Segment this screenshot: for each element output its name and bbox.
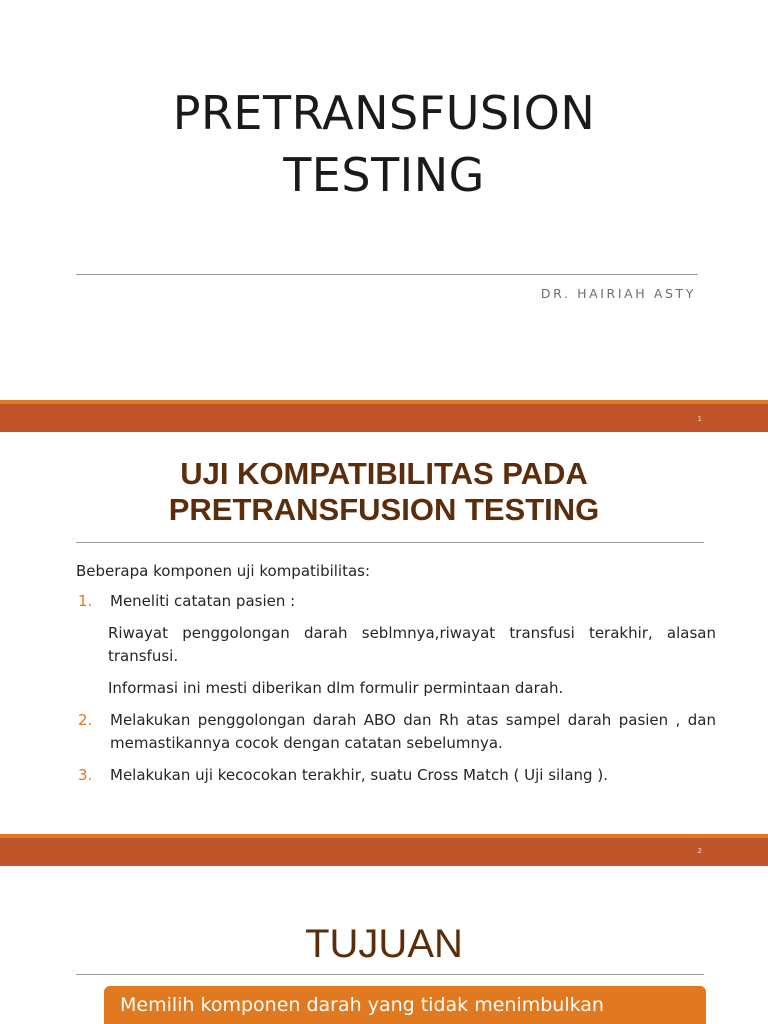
footer-bar-accent-line [0,400,768,404]
slide-2 [0,432,768,834]
slide-1-title-line-2: TESTING [283,148,485,202]
slide-3-divider [76,974,704,975]
slide-1-title-line-1: PRETRANSFUSION [172,86,596,140]
list-number-3: 3. [78,766,93,784]
list-item-1 [76,590,716,613]
slide-2-title-line-1: UJI KOMPATIBILITAS PADA [180,456,588,491]
author-name: DR. HAIRIAH ASTY [540,286,696,301]
objective-box [104,986,706,1024]
list-item-3-text: Melakukan uji kecocokan terakhir, suatu Cross Match ( Uji silang ). [110,766,608,784]
list-number-2: 2. [78,711,93,729]
objective-box-text: Memilih komponen darah yang tidak menimbulkan [120,994,604,1016]
footer-bar-accent-line [0,834,768,838]
intro-text: Beberapa komponen uji kompatibilitas: [76,562,371,580]
slide-1 [0,0,768,400]
list-item-1-text: Meneliti catatan pasien : [110,592,296,610]
page-number-2: 2 [697,847,702,855]
slide-1-divider [76,274,698,275]
slide-2-title [0,456,768,528]
list-item-3 [76,764,716,787]
slide-3-title: TUJUAN [305,922,463,966]
list-item-2 [76,709,716,755]
sub-item-2: Informasi ini mesti diberikan dlm formulir permintaan darah. [108,679,564,697]
list-item-2-text: Melakukan penggolongan darah ABO dan Rh atas sampel darah pasien , dan memastikannya cocok dengan catatan sebelumnya. [110,711,716,752]
list-number-1: 1. [78,592,93,610]
slide-1-title [0,82,768,206]
slide-2-content [76,560,716,796]
slide-2-footer-bar [0,834,768,866]
sub-item-1: Riwayat penggolongan darah seblmnya,riwayat transfusi terakhir, alasan transfusi. [108,624,716,665]
slide-3 [0,866,768,1024]
slide-1-footer-bar [0,400,768,432]
page-number-1: 1 [697,415,702,423]
slide-2-divider [76,542,704,543]
slide-2-title-line-2: PRETRANSFUSION TESTING [168,492,600,527]
